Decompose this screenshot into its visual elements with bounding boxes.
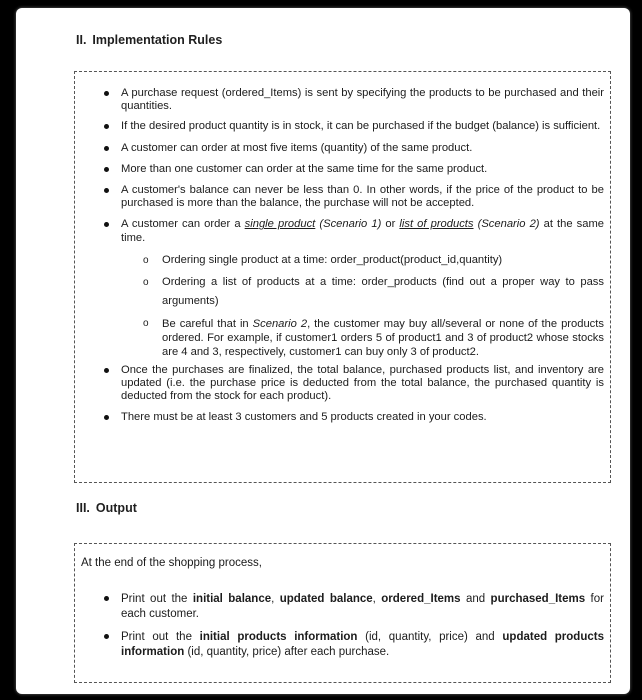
rule-item-scenarios: A customer can order a single product (Scenario 1) or list of products (Scenario 2) at the same time. o Ordering single product at a time: order_product(product_id,quantity) o Ordering a list of products at a time: order_products (find out a proper way to pass arguments) o Be careful that in Scenario 2, the customer may buy all/several or none of the products ordered. For example, if customer1 orders 5 of product1 and 3 of product2 whose stocks are 4 and 3, respectively, customer1 can buy only 3 of product2. — [75, 218, 610, 358]
sub-item: o Be careful that in Scenario 2, the customer may buy all/several or none of the products ordered. For example, if customer1 orders 5 of product1 and 3 of product2 whose stocks are 4 and 3, respectively, customer1 can buy only 3 of product2. — [143, 317, 604, 358]
sub-item: o Ordering a list of products at a time: order_products (find out a proper way to pass arguments) — [121, 273, 604, 311]
single-product-text: single product — [244, 218, 316, 231]
sub-item: o Ordering single product at a time: order_product(product_id,quantity) — [121, 251, 604, 270]
output-item: Print out the initial products information (id, quantity, price) and updated products information (id, quantity, price) after each purchase. — [75, 630, 610, 660]
rules-box — [74, 71, 611, 483]
output-list — [75, 592, 610, 660]
document-page — [16, 8, 630, 694]
rule-item: More than one customer can order at the same time for the same product. — [75, 163, 610, 176]
section-title: Implementation Rules — [92, 33, 223, 47]
output-item: Print out the initial balance, updated balance, ordered_Items and purchased_Items for each customer. — [75, 592, 610, 622]
rule-item: If the desired product quantity is in stock, it can be purchased if the budget (balance) is sufficient. — [75, 120, 610, 133]
scenario-sublist — [121, 251, 604, 359]
section-heading-output — [76, 501, 137, 515]
section-heading-implementation-rules — [76, 33, 222, 47]
section-number: II. — [76, 33, 87, 47]
section-number: III. — [76, 501, 90, 515]
circle-bullet-icon: o — [143, 317, 149, 329]
section-title: Output — [95, 501, 137, 515]
rule-item: There must be at least 3 customers and 5 products created in your codes. — [75, 411, 610, 424]
output-intro: At the end of the shopping process, — [81, 557, 262, 569]
rule-item: A customer's balance can never be less than 0. In other words, if the price of the product to be purchased is more than the balance, the purchase will not be accepted. — [75, 184, 610, 210]
output-box — [74, 543, 611, 683]
rules-list — [75, 87, 610, 425]
rule-item: A customer can order at most five items (quantity) of the same product. — [75, 142, 610, 155]
list-of-products-text: list of products — [399, 218, 474, 231]
circle-bullet-icon: o — [143, 254, 149, 266]
rule-item: A purchase request (ordered_Items) is sent by specifying the products to be purchased and their quantities. — [75, 87, 610, 113]
circle-bullet-icon: o — [143, 276, 149, 288]
rule-item: Once the purchases are finalized, the total balance, purchased products list, and inventory are updated (i.e. the purchase price is deducted from the total balance, the purchased quantity is deducted from the stock for each product). — [75, 364, 610, 404]
